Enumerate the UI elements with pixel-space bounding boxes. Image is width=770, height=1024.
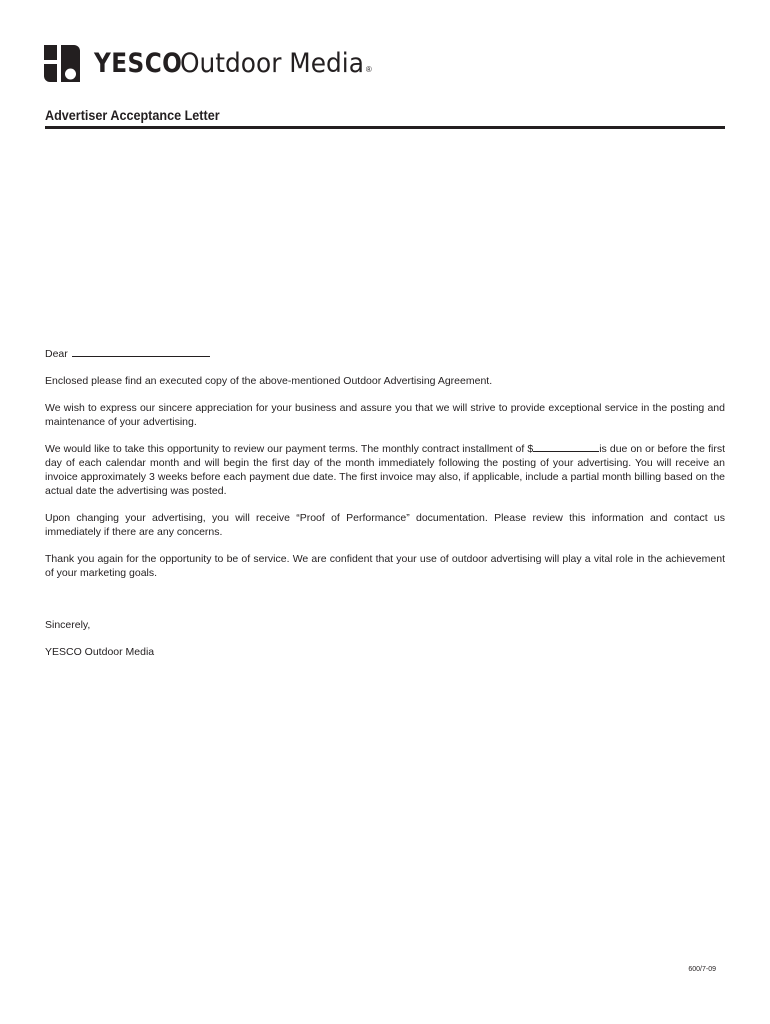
title-divider xyxy=(45,126,725,129)
brand-name-rest: Outdoor Media xyxy=(180,47,364,79)
paragraph-payment-terms xyxy=(45,442,725,498)
brand-logo xyxy=(44,44,372,82)
salutation-line xyxy=(45,347,725,361)
recipient-name-blank[interactable] xyxy=(72,347,210,357)
closing-text: Sincerely, xyxy=(45,619,91,631)
payment-text-before: We would like to take this opportunity to review our payment terms. The monthly contract installment of $ xyxy=(45,443,534,455)
brand-name-bold: YESCO xyxy=(94,47,183,79)
paragraph-enclosed: Enclosed please find an executed copy of the above-mentioned Outdoor Advertising Agreement. xyxy=(45,375,493,387)
salutation-text: Dear xyxy=(45,348,68,360)
form-code: 600/7-09 xyxy=(688,966,716,973)
paragraph-proof-of-performance: Upon changing your advertising, you will receive “Proof of Performance” documentation. Please review this information and contact us immediately if there are any concerns. xyxy=(45,512,725,538)
closing-block xyxy=(45,618,725,659)
signature-text: YESCO Outdoor Media xyxy=(45,646,155,658)
document-title: Advertiser Acceptance Letter xyxy=(45,107,220,123)
registered-mark: ® xyxy=(365,64,372,74)
yesco-logo-icon xyxy=(44,45,80,82)
brand-wordmark xyxy=(94,47,372,79)
paragraph-appreciation: We wish to express our sincere appreciation for your business and assure you that we will strive to provide exceptional service in the posting and maintenance of your advertising. xyxy=(45,402,725,428)
letter-body xyxy=(45,347,725,672)
installment-amount-blank[interactable] xyxy=(533,442,599,452)
paragraph-thank-you: Thank you again for the opportunity to be of service. We are confident that your use of outdoor advertising will play a vital role in the achievement of your marketing goals. xyxy=(45,553,725,579)
payment-text-after: is due on or before the first day of each calendar month and will begin the first day of the month immediately following the posting of your advertising. You will receive an invoice approximately 3 weeks before each payment due date. The first invoice may also, if applicable, include a partial month billing based on the actual date the advertising was posted. xyxy=(45,443,725,497)
